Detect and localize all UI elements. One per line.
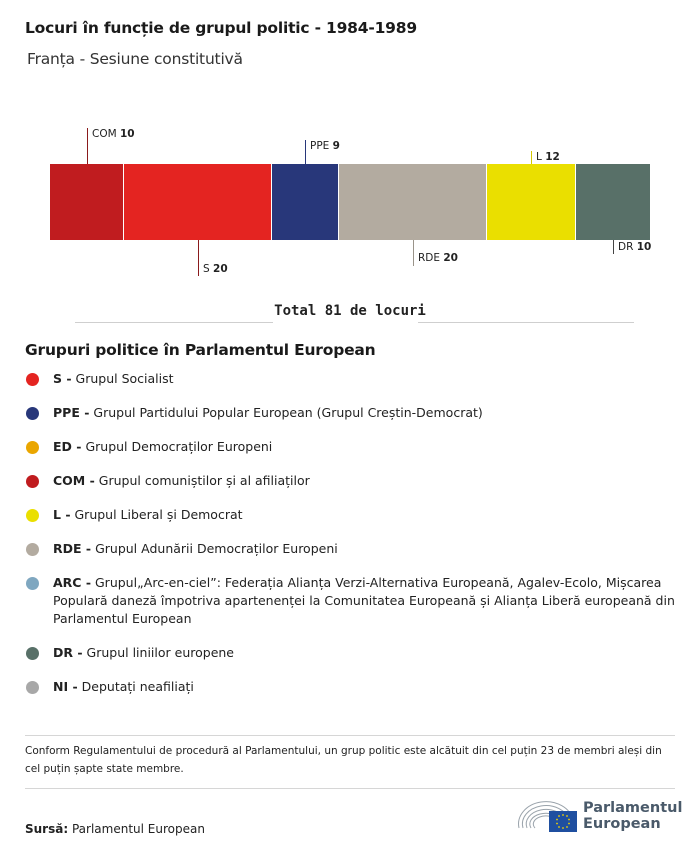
label-tick-dr: [613, 240, 614, 254]
bar-segment-dr: [576, 164, 650, 240]
total-divider-right: [418, 322, 634, 323]
bar-label-com: COM 10: [92, 128, 135, 140]
legend-dot-icon: [26, 441, 39, 454]
legend-item-ni: NI - Deputați neafiliați: [25, 678, 675, 696]
source: Sursă: Parlamentul European: [25, 822, 205, 836]
legend-item-rde: RDE - Grupul Adunării Democraților Europeni: [25, 540, 675, 558]
legend-dot-icon: [26, 543, 39, 556]
total-seats: Total 81 de locuri: [274, 303, 426, 319]
legend-dot-icon: [26, 647, 39, 660]
legend-dot-icon: [26, 681, 39, 694]
legend: [25, 370, 675, 712]
legend-dot-icon: [26, 509, 39, 522]
logo-text: Parlamentul European: [583, 800, 683, 832]
bar-segment-l: [487, 164, 576, 240]
note-divider-bottom: [25, 788, 675, 789]
footnote: Conform Regulamentului de procedură al Parlamentului, un grup politic este alcătuit din cel puțin 23 de membri aleși din cel puțin șapte state membre.: [25, 745, 662, 775]
legend-dot-icon: [26, 475, 39, 488]
bar-segment-ppe: [272, 164, 339, 240]
legend-item-l: L - Grupul Liberal și Democrat: [25, 506, 675, 524]
label-tick-s: [198, 240, 199, 276]
total-divider-left: [75, 322, 273, 323]
legend-dot-icon: [26, 577, 39, 590]
parliament-logo: [515, 798, 682, 834]
legend-item-dr: DR - Grupul liniilor europene: [25, 644, 675, 662]
legend-dot-icon: [26, 373, 39, 386]
bar-label-l: L 12: [536, 151, 560, 163]
bar-segment-s: [124, 164, 272, 240]
hemicycle-eu-flag-icon: [515, 798, 577, 834]
label-tick-rde: [413, 240, 414, 266]
legend-item-arc: ARC - Grupul„Arc-en-ciel”: Federația Alianța Verzi-Alternativa Europeană, Agalev-Ecolo, Mișcarea Populară daneză împotriva apartenenței la Comunitatea Europeană și Alianța Liberă europeană din Parlamentul European: [25, 574, 675, 628]
legend-item-ed: ED - Grupul Democraților Europeni: [25, 438, 675, 456]
bar-label-dr: DR 10: [618, 241, 652, 253]
bar-label-rde: RDE 20: [418, 252, 458, 264]
bar-segment-com: [50, 164, 124, 240]
bar-segment-rde: [339, 164, 487, 240]
chart-subtitle: Franța - Sesiune constitutivă: [27, 50, 243, 68]
chart-title: Locuri în funcție de grupul politic - 1984-1989: [25, 19, 417, 37]
note-divider-top: [25, 735, 675, 736]
legend-dot-icon: [26, 407, 39, 420]
legend-item-com: COM - Grupul comuniștilor și al afiliaților: [25, 472, 675, 490]
stacked-bar: [50, 164, 650, 240]
bar-label-ppe: PPE 9: [310, 140, 340, 152]
label-tick-com: [87, 128, 88, 164]
legend-item-s: S - Grupul Socialist: [25, 370, 675, 388]
bar-label-s: S 20: [203, 263, 228, 275]
legend-item-ppe: PPE - Grupul Partidului Popular European (Grupul Creștin-Democrat): [25, 404, 675, 422]
legend-title: Grupuri politice în Parlamentul European: [25, 341, 376, 359]
label-tick-l: [531, 151, 532, 164]
label-tick-ppe: [305, 140, 306, 164]
